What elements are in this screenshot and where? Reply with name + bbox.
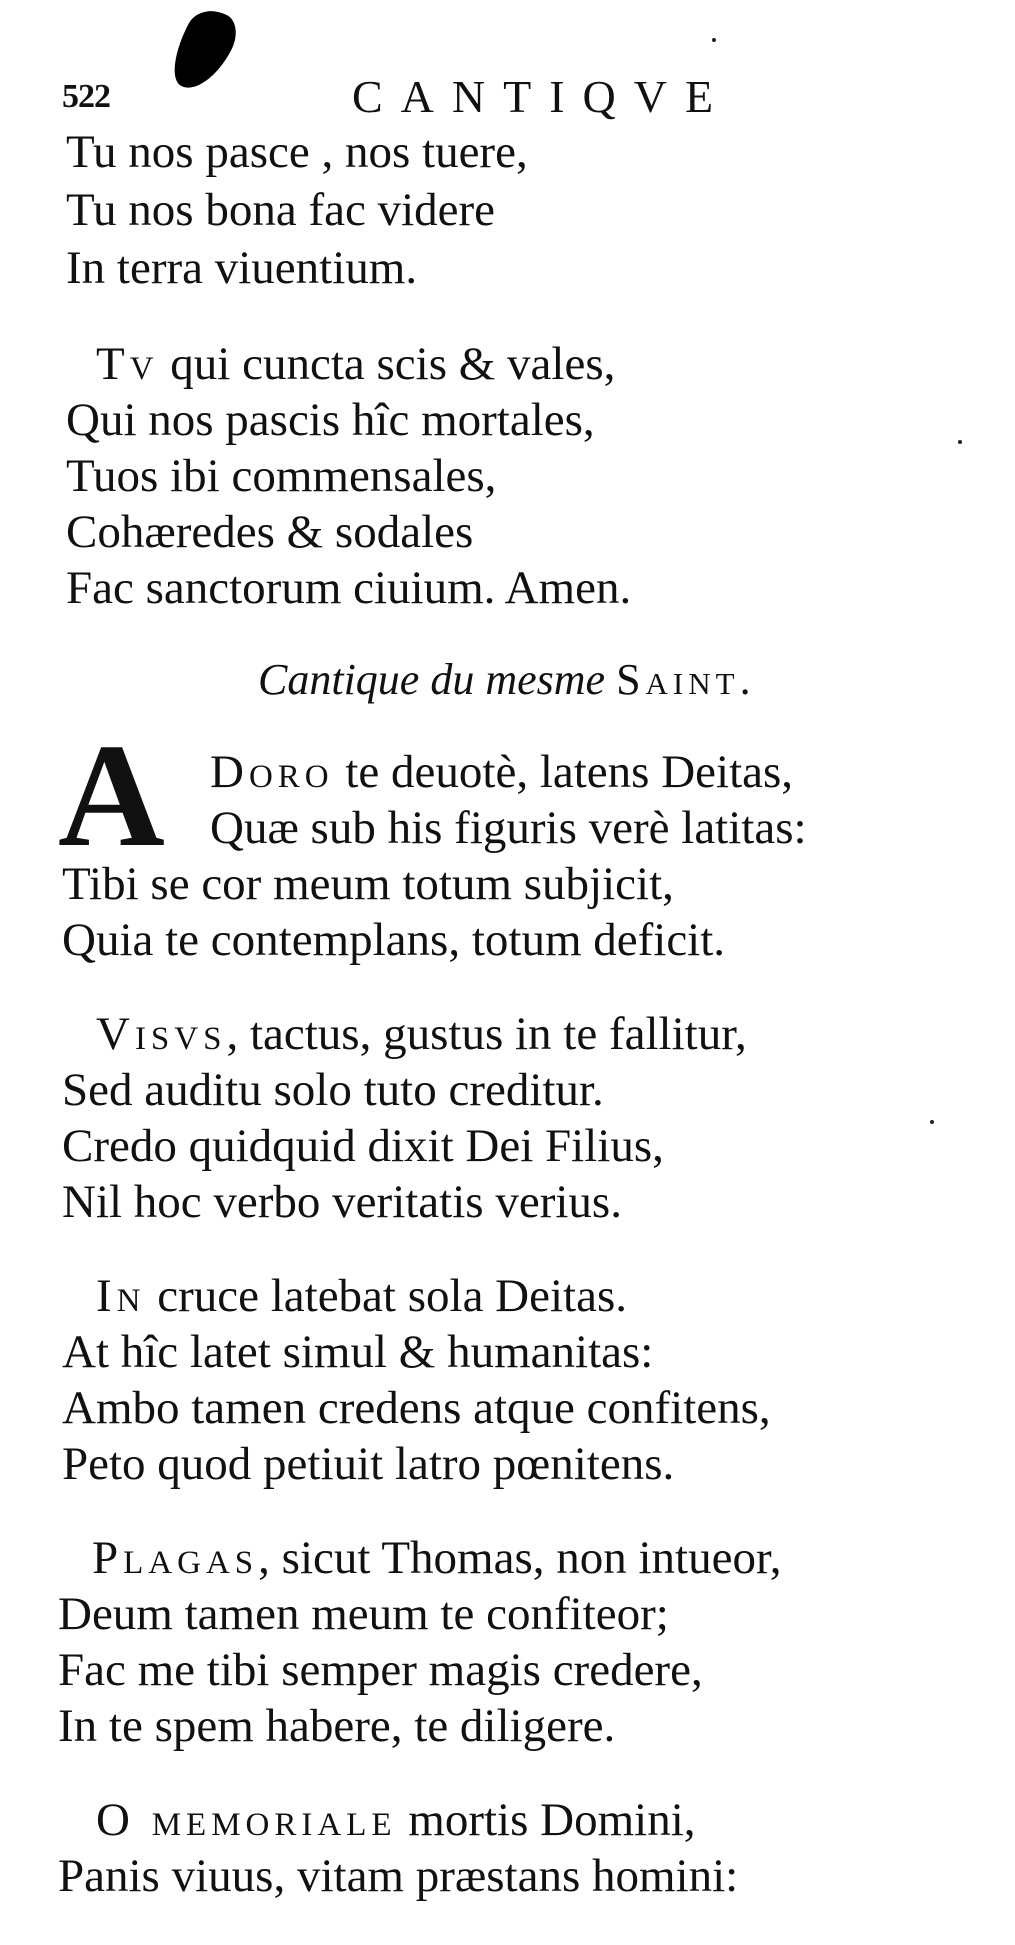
- verse-line: At hîc latet simul & humanitas:: [62, 1326, 654, 1378]
- verse-line: Tuos ibi commensales,: [66, 450, 497, 502]
- stanza-first-line: [92, 1530, 782, 1586]
- stanza-first-line-text: , sicut Thomas, non intueor,: [258, 1532, 782, 1584]
- ink-speck: [712, 38, 716, 42]
- verse-line: Tibi se cor meum totum subjicit,: [62, 858, 674, 910]
- verse-line: Ambo tamen credens atque confitens,: [62, 1382, 771, 1434]
- stanza-initial: Doro: [210, 746, 334, 798]
- stanza-first-line: [96, 1006, 747, 1062]
- verse-line: Nil hoc verbo veritatis verius.: [62, 1176, 622, 1228]
- verse-line: Tu nos bona fac videre: [66, 184, 496, 236]
- stanza-initial: Visvs: [96, 1008, 227, 1060]
- stanza-first-line: [96, 1792, 696, 1848]
- verse-line: Tu nos pasce , nos tuere,: [66, 126, 528, 178]
- verse-line: Deum tamen meum te confiteor;: [58, 1588, 669, 1640]
- drop-cap-initial: A: [58, 714, 165, 878]
- stanza-first-line: [96, 336, 615, 392]
- verse-line: Fac sanctorum ciuium. Amen.: [66, 562, 632, 614]
- stanza-first-line-text: qui cuncta scis & vales,: [158, 338, 616, 390]
- stanza-first-line-text: mortis Domini,: [396, 1794, 696, 1846]
- verse-line: Cohæredes & sodales: [66, 506, 474, 558]
- verse-line: Fac me tibi semper magis credere,: [58, 1644, 703, 1696]
- stanza-initial: O memoriale: [96, 1794, 397, 1846]
- running-title: CANTIQVE: [352, 71, 732, 122]
- verse-line: Panis viuus, vitam præstans homini:: [58, 1850, 739, 1902]
- page-header: [62, 70, 822, 130]
- verse-line: Quæ sub his figuris verè latitas:: [210, 802, 807, 854]
- verse-line: Peto quod petiuit latro pœnitens.: [62, 1438, 675, 1490]
- stanza-first-line-text: , tactus, gustus in te fallitur,: [226, 1008, 747, 1060]
- page-number: 522: [62, 78, 110, 115]
- stanza-initial: Tv: [96, 338, 159, 390]
- verse-line: Credo quidquid dixit Dei Filius,: [62, 1120, 664, 1172]
- verse-line: Qui nos pascis hîc mortales,: [66, 394, 595, 446]
- verse-line: Sed auditu solo tuto creditur.: [62, 1064, 604, 1116]
- heading-smallcaps: Saint.: [616, 655, 756, 704]
- verse-line: In terra viuentium.: [66, 242, 418, 294]
- stanza-initial: In: [96, 1270, 146, 1322]
- stanza-first-line-text: te deuotè, latens Deitas,: [333, 746, 794, 798]
- section-heading: [258, 652, 756, 708]
- ink-speck: [930, 1120, 934, 1124]
- stanza-first-line-text: cruce latebat sola Deitas.: [145, 1270, 628, 1322]
- ink-speck: [958, 440, 962, 444]
- stanza-initial: Plagas: [92, 1532, 259, 1584]
- heading-italic: Cantique du mesme: [258, 655, 606, 704]
- verse-line: Quia te contemplans, totum deficit.: [62, 914, 726, 966]
- verse-line: In te spem habere, te diligere.: [58, 1700, 616, 1752]
- stanza-first-line: [210, 744, 793, 800]
- stanza-first-line: [96, 1268, 627, 1324]
